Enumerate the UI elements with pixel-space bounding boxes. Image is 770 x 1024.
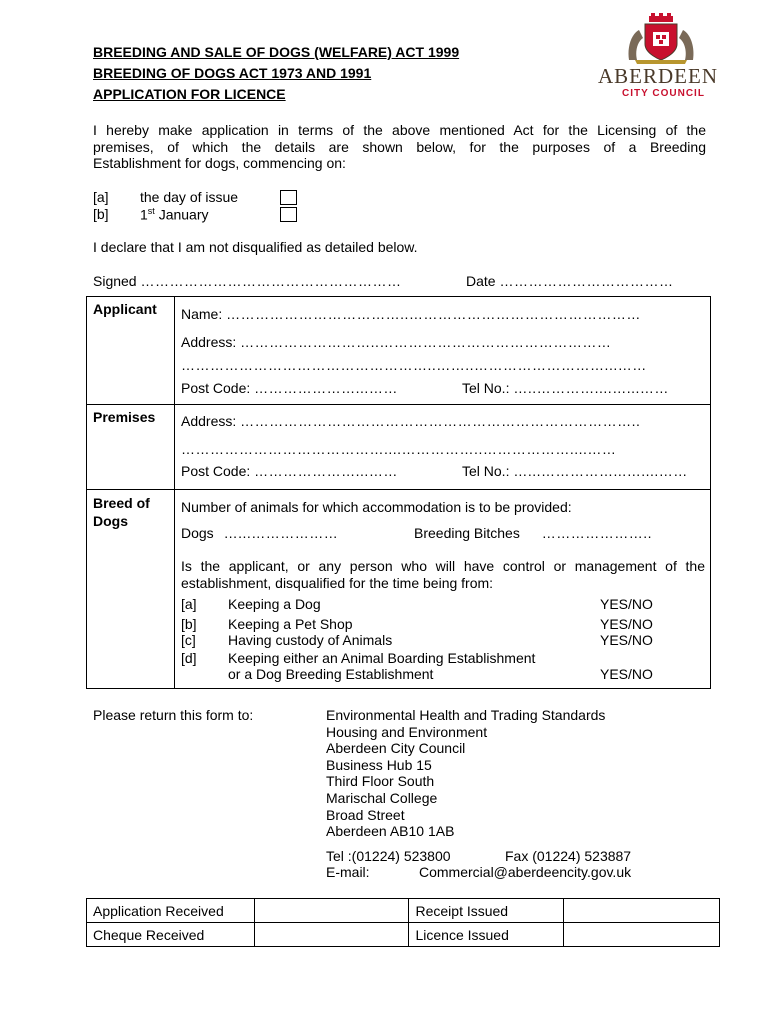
return-address-line: Environmental Health and Trading Standards: [326, 707, 606, 723]
intro-line-1: I hereby make application in terms of the above mentioned Act for the Licensing of the: [93, 122, 706, 138]
intro-line-3: Establishment for dogs, commencing on:: [93, 155, 346, 171]
return-email[interactable]: Commercial@aberdeencity.gov.uk: [419, 864, 632, 880]
signed-dots: ………………………………………………: [140, 273, 402, 289]
application-received-label: Application Received: [87, 899, 255, 923]
council-logo: [596, 12, 726, 102]
disq-a-label: Keeping a Dog: [228, 596, 321, 612]
table-row: [87, 923, 720, 947]
premises-postcode-label: Post Code:: [181, 463, 251, 479]
date-label: Date: [466, 273, 496, 289]
applicant-name-field[interactable]: Name: ………………………………..…………………………………………: [181, 306, 641, 322]
breed-heading-line-2: Dogs: [93, 513, 128, 529]
option-b-key: [b]: [93, 206, 109, 222]
date-field[interactable]: [466, 273, 673, 289]
return-address-line: Marischal College: [326, 789, 438, 806]
bitches-count-field[interactable]: Breeding Bitches …………………..: [414, 525, 653, 541]
disq-c-answer[interactable]: YES/NO: [600, 632, 653, 648]
dogs-count-field[interactable]: Dogs …...………………: [181, 525, 339, 541]
licence-issued-cell[interactable]: [564, 923, 720, 947]
premises-address-field[interactable]: Address: ………………………………………………………………………..: [181, 413, 641, 429]
applicant-tel-label: Tel No.:: [462, 380, 510, 396]
breed-question-line-1: Is the applicant, or any person who will have control or management of the: [181, 558, 705, 574]
option-a-label: the day of issue: [140, 189, 239, 205]
cheque-received-cell[interactable]: [254, 923, 409, 947]
applicant-address-line-2[interactable]: ……………………………………………..……..………………………...……: [181, 357, 647, 373]
return-address-line: Aberdeen AB10 1AB: [326, 823, 455, 840]
applicant-postcode-field[interactable]: Post Code: …………………...……: [181, 380, 398, 396]
disq-d-key: [d]: [181, 650, 197, 666]
premises-tel-label: Tel No.:: [462, 463, 510, 479]
disq-b-key: [b]: [181, 616, 197, 632]
applicant-heading: Applicant: [93, 301, 157, 317]
premises-heading: Premises: [93, 409, 156, 425]
premises-address-label: Address:: [181, 413, 237, 429]
application-received-cell[interactable]: [254, 899, 409, 923]
applicant-postcode-label: Post Code:: [181, 380, 251, 396]
date-dots: ………………………………: [499, 273, 674, 289]
signed-label: Signed: [93, 273, 137, 289]
receipt-issued-cell[interactable]: [564, 899, 720, 923]
return-address-line: Third Floor South: [326, 773, 435, 790]
breed-question-line-2: establishment, disqualified for the time being from:: [181, 575, 494, 591]
disq-a-key: [a]: [181, 596, 197, 612]
disq-b-label: Keeping a Pet Shop: [228, 616, 353, 632]
applicant-name-label: Name:: [181, 306, 223, 322]
breed-intro: Number of animals for which accommodation is to be provided:: [181, 499, 572, 515]
table-row: [87, 899, 720, 923]
disq-d-label-2: or a Dog Breeding Establishment: [228, 666, 434, 682]
option-b-label: 1st January: [140, 206, 209, 223]
premises-postcode-field[interactable]: Post Code: …………………...……: [181, 463, 398, 479]
return-label: Please return this form to:: [93, 707, 254, 723]
breed-heading-line-1: Breed of: [93, 495, 150, 511]
logo-name: ABERDEEN: [598, 64, 718, 88]
coat-of-arms-icon: [621, 12, 701, 64]
signed-field[interactable]: [93, 273, 401, 289]
premises-address-line-2[interactable]: ……………………………………....……………..………………....……: [181, 441, 617, 457]
return-tel: Tel :(01224) 523800: [326, 848, 451, 864]
office-use-table: [86, 898, 720, 947]
declaration-text: I declare that I am not disqualified as detailed below.: [93, 239, 418, 255]
logo-subtitle: CITY COUNCIL: [622, 88, 705, 99]
option-a-checkbox[interactable]: [280, 190, 297, 205]
table-row-divider-2: [86, 489, 711, 490]
cheque-received-label: Cheque Received: [87, 923, 255, 947]
applicant-address-field[interactable]: Address: ………………………..…………………………………………: [181, 334, 612, 350]
option-a-key: [a]: [93, 189, 109, 205]
table-column-divider: [174, 296, 175, 689]
disq-a-answer[interactable]: YES/NO: [600, 596, 653, 612]
premises-tel-field[interactable]: Tel No.: …...……………...…....……: [462, 463, 688, 479]
applicant-tel-field[interactable]: Tel No.: …..…………....…...……: [462, 380, 669, 396]
disq-b-answer[interactable]: YES/NO: [600, 616, 653, 632]
title-line-2: BREEDING OF DOGS ACT 1973 AND 1991: [93, 65, 372, 81]
return-address-line: Business Hub 15: [326, 756, 432, 773]
option-b-checkbox[interactable]: [280, 207, 297, 222]
bitches-label: Breeding Bitches: [414, 525, 520, 541]
disq-d-answer[interactable]: YES/NO: [600, 666, 653, 682]
disq-c-label: Having custody of Animals: [228, 632, 393, 648]
return-address-line: Broad Street: [326, 806, 405, 823]
table-row-divider-1: [86, 404, 711, 405]
return-address-line: Housing and Environment: [326, 723, 488, 740]
disq-c-key: [c]: [181, 632, 196, 648]
applicant-address-label: Address:: [181, 334, 237, 350]
receipt-issued-label: Receipt Issued: [409, 899, 564, 923]
return-fax: Fax (01224) 523887: [505, 848, 632, 864]
title-line-3: APPLICATION FOR LICENCE: [93, 86, 286, 102]
return-address: [326, 707, 605, 840]
intro-line-2: premises, of which the details are shown below, for the purposes of a Breeding: [93, 138, 706, 155]
licence-issued-label: Licence Issued: [409, 923, 564, 947]
disq-d-label: Keeping either an Animal Boarding Establishment: [228, 650, 536, 666]
return-address-line: Aberdeen City Council: [326, 740, 466, 757]
title-line-1: BREEDING AND SALE OF DOGS (WELFARE) ACT 1999: [93, 44, 460, 60]
intro-paragraph: [93, 122, 706, 172]
return-email-label: E-mail:: [326, 864, 370, 880]
dogs-label: Dogs: [181, 525, 214, 541]
